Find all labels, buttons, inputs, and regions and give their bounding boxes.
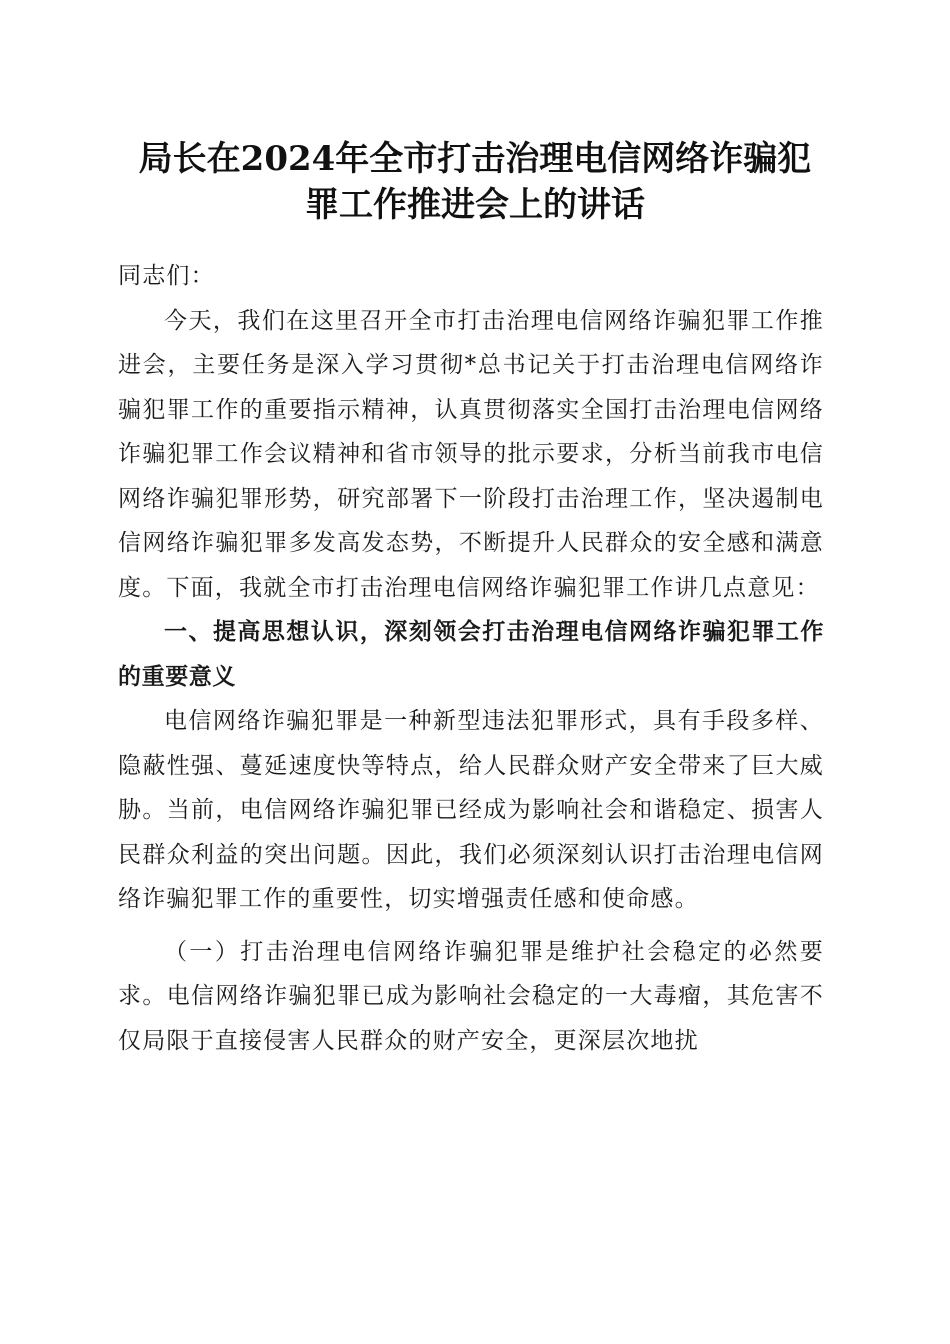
title-line-1: 局长在2024年全市打击治理电信网络诈骗犯 [138,139,812,179]
intro-paragraph: 今天，我们在这里召开全市打击治理电信网络诈骗犯罪工作推进会，主要任务是深入学习贯彻*总书记关于打击治理电信网络诈骗犯罪工作的重要指示精神，认真贯彻落实全国打击治理电信网络诈骗犯罪工作会议精神和省市领导的批示要求，分析当前我市电信网络诈骗犯罪形势，研究部署下一阶段打击治理工作，坚决遏制电信网络诈骗犯罪多发高发态势，不断提升人民群众的安全感和满意度。下面，我就全市打击治理电信网络诈骗犯罪工作讲几点意见： [118,307,824,601]
document-body [118,254,824,1063]
document-title [110,136,840,228]
section-1-heading: 一、提高思想认识，深刻领会打击治理电信网络诈骗犯罪工作的重要意义 [118,619,824,690]
salutation: 同志们： [118,263,215,289]
section-1-paragraph: 电信网络诈骗犯罪是一种新型违法犯罪形式，具有手段多样、隐蔽性强、蔓延速度快等特点，给人民群众财产安全带来了巨大威胁。当前，电信网络诈骗犯罪已经成为影响社会和谐稳定、损害人民群众利益的突出问题。因此，我们必须深刻认识打击治理电信网络诈骗犯罪工作的重要性，切实增强责任感和使命感。 [118,708,824,912]
subsection-1-paragraph: （一）打击治理电信网络诈骗犯罪是维护社会稳定的必然要求。电信网络诈骗犯罪已成为影响社会稳定的一大毒瘤，其危害不仅局限于直接侵害人民群众的财产安全，更深层次地扰 [118,938,824,1054]
title-line-2: 罪工作推进会上的讲话 [305,185,645,225]
